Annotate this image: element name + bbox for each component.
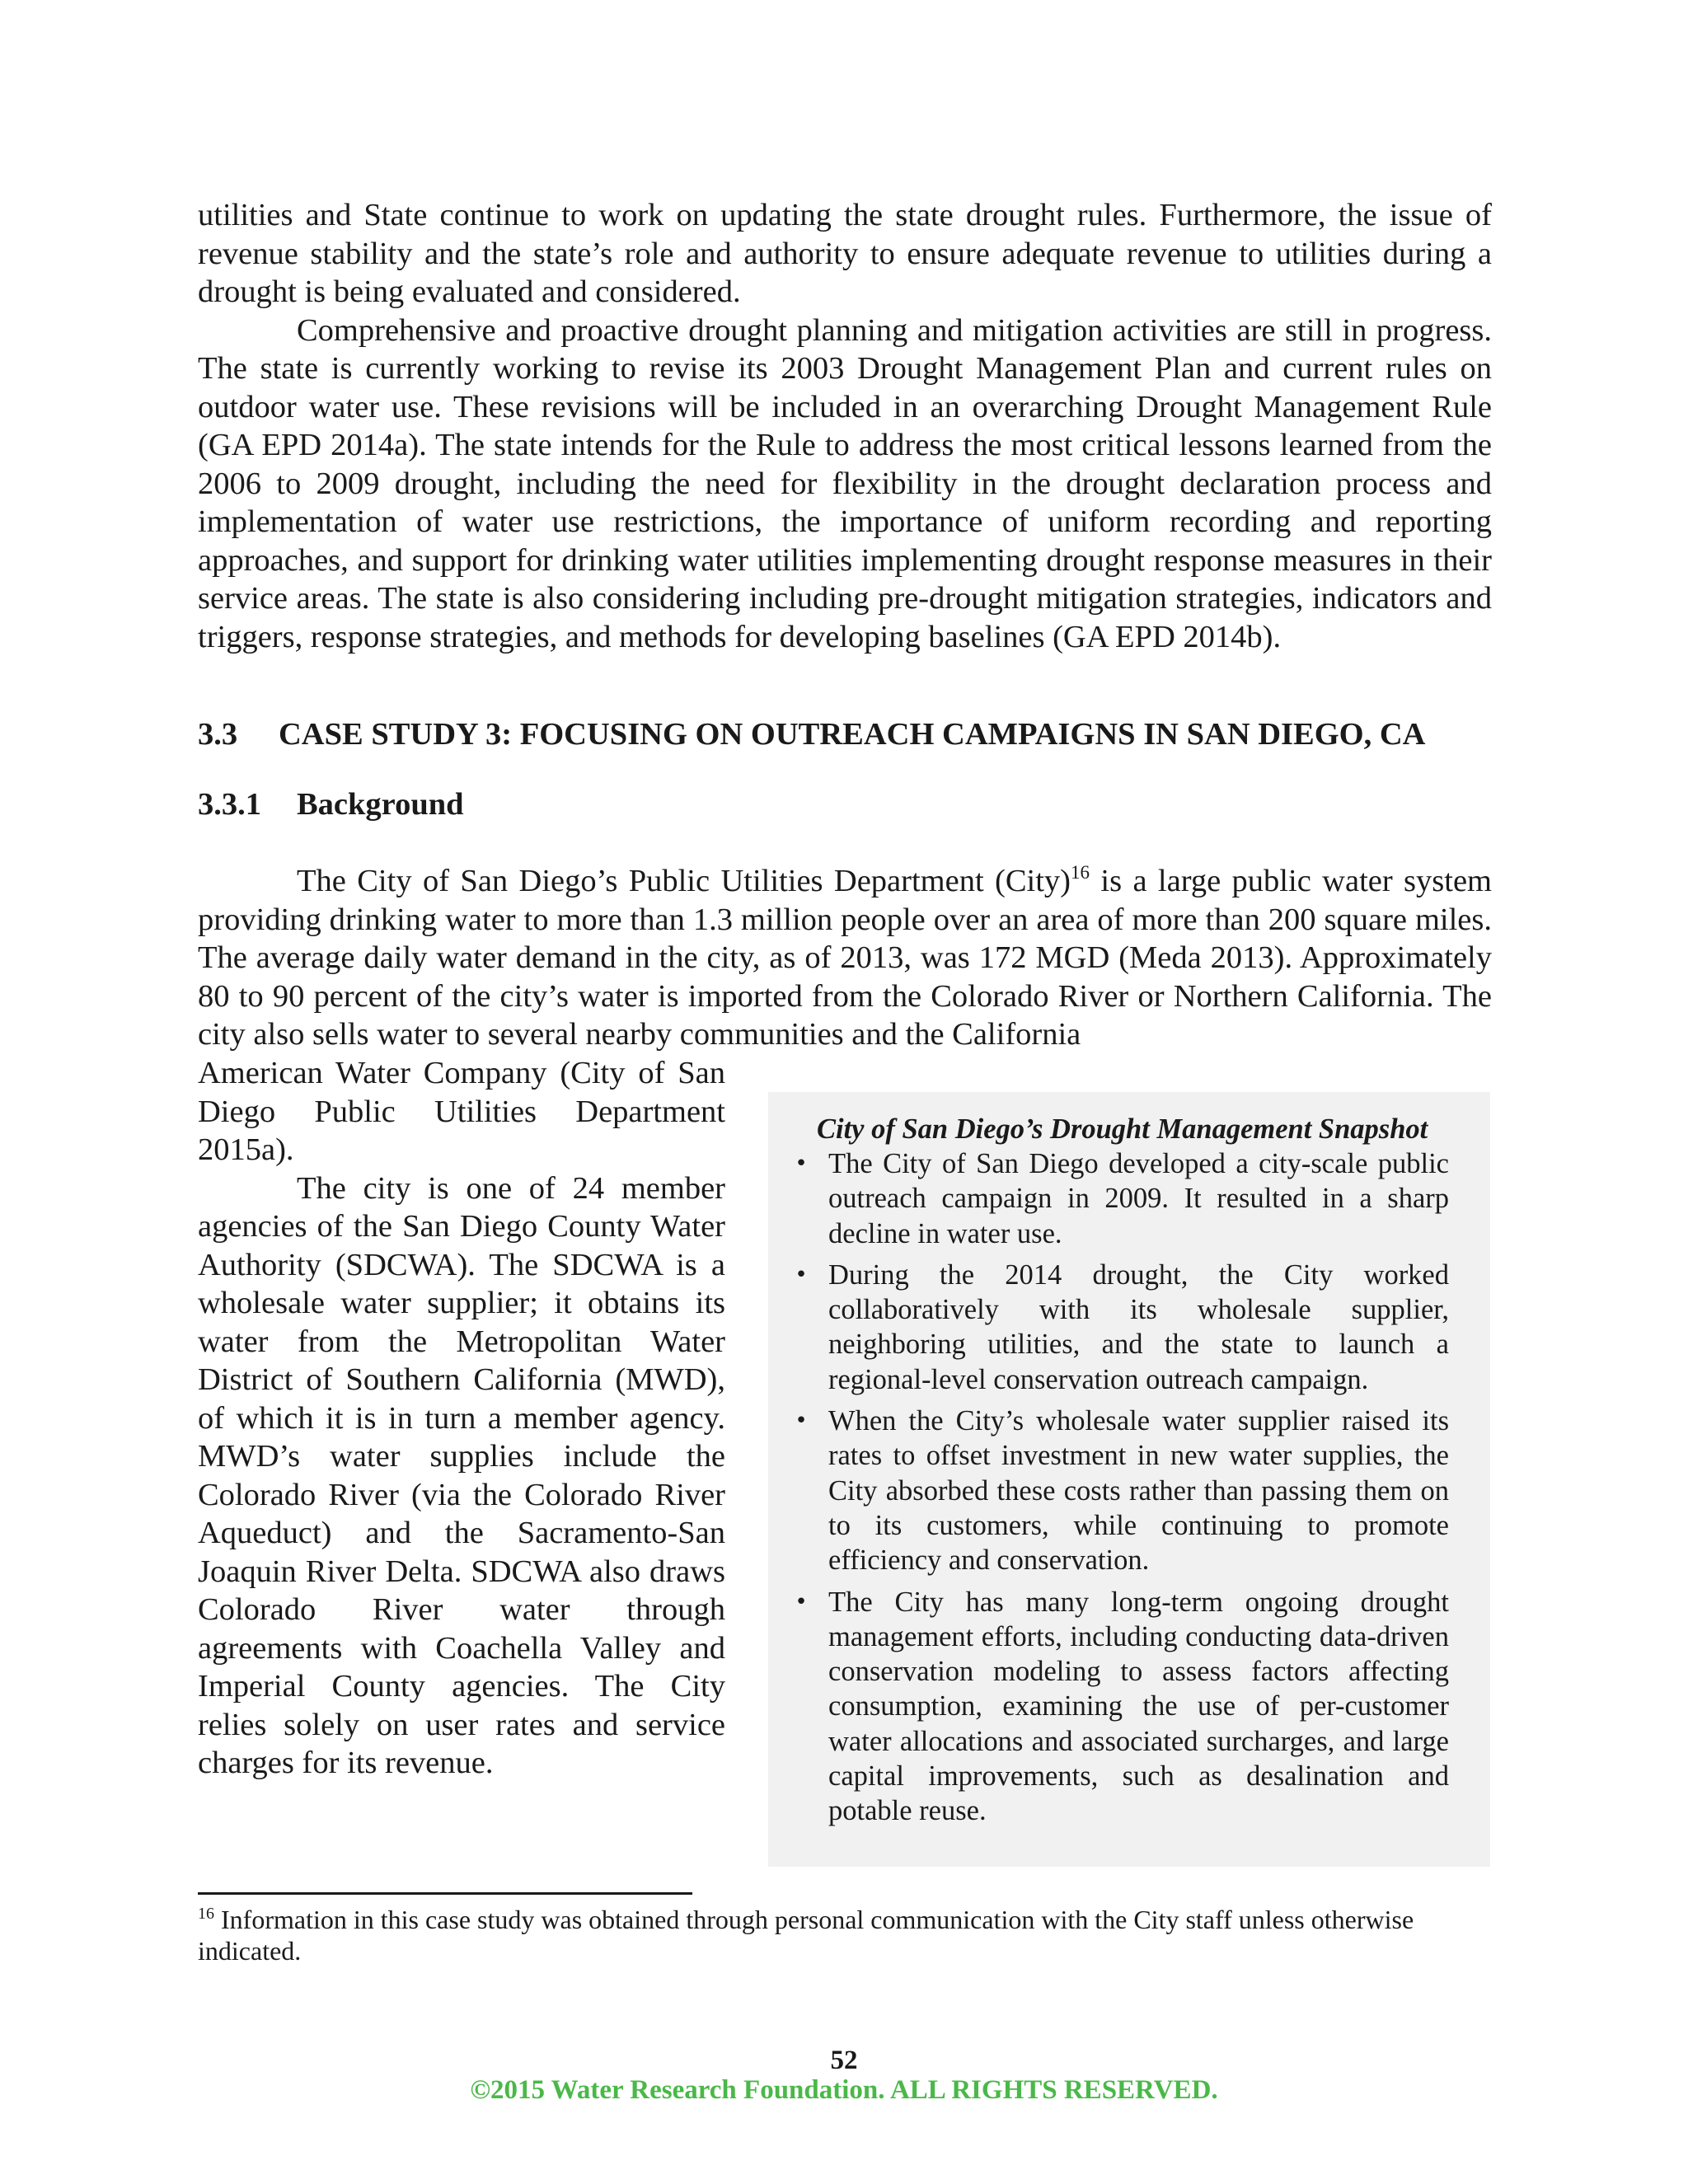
background-paragraph: providing drinking water to more than 1.3 million people over an area of more than 200 square miles. The average daily water demand in the city, as of 2013, was 172 MGD (Meda 2013). Approximately 80 to 90 percent of the city’s water is imported from the Colorado River or Northern California. The city also sells water to several nearby communities and the California <box>198 902 1492 1052</box>
background-intro <box>198 862 1492 1054</box>
drought-snapshot-sidebar <box>768 1092 1490 1867</box>
footnote-marker: 16 <box>198 1905 214 1923</box>
subsection-number: 3.3.1 <box>198 787 261 822</box>
left-column <box>198 1054 725 1783</box>
section-heading <box>198 715 1425 753</box>
page-number: 52 <box>830 2046 858 2075</box>
drought-planning-paragraph: Comprehensive and proactive drought planning and mitigation activities are still in progress. The state is currently working to revise its 2003 Drought Management Plan and current rules on outdoor water use. These revisions will be included in an overarching Drought Management Rule (GA EPD 2014a). The state intends for the Rule to address the most critical lessons learned from the 2006 to 2009 drought, including the need for flexibility in the drought declaration process and implementation of water use restrictions, the importance of uniform recording and reporting approaches, and support for drinking water utilities implementing drought response measures in their service areas. The state is also considering including pre-drought mitigation strategies, indicators and triggers, response strategies, and methods for developing baselines (GA EPD 2014b). <box>198 312 1492 654</box>
bullet-icon: • <box>795 1408 808 1434</box>
list-item-text: The City of San Diego developed a city-scale public outreach campaign in 2009. It resulted in a sharp decline in water use. <box>828 1148 1449 1249</box>
bullet-icon: • <box>795 1151 808 1176</box>
list-item <box>789 1404 1449 1577</box>
sidebar-title: City of San Diego’s Drought Management Snapshot <box>817 1113 1428 1145</box>
footnote <box>198 1904 1492 1966</box>
list-item-text: The City has many long-term ongoing drought management efforts, including conducting data-driven conservation modeling to assess factors affecting consumption, examining the use of per-customer water allocations and associated surcharges, and large capital improvements, such as desalination and potable reuse. <box>828 1586 1449 1827</box>
background-lead-text: The City of San Diego’s Public Utilities Department (City) <box>297 864 1071 898</box>
page-body <box>198 196 1492 656</box>
background-first-line <box>198 862 1492 901</box>
footnote-reference: 16 <box>1071 862 1090 883</box>
bullet-icon: • <box>795 1589 808 1615</box>
subsection-heading <box>198 785 464 823</box>
sdcwa-paragraph: The city is one of 24 member agencies of the San Diego County Water Authority (SDCWA). The SDCWA is a wholesale water supplier; it obtains its water from the Metropolitan Water District of Southern California (MWD), of which it is in turn a member agency. MWD’s water supplies include the Colorado River (via the Colorado River Aqueduct) and the Sacramento-San Joaquin River Delta. SDCWA also draws Colorado River water through agreements with Coachella Valley and Imperial County agencies. The City relies solely on user rates and service charges for its revenue. <box>198 1170 725 1780</box>
footnote-divider <box>198 1892 692 1895</box>
bullet-icon: • <box>795 1262 808 1287</box>
copyright-notice: ©2015 Water Research Foundation. ALL RIGHTS RESERVED. <box>470 2075 1218 2105</box>
section-number: 3.3 <box>198 717 238 752</box>
list-item <box>789 1585 1449 1829</box>
background-lead-continuation: is a large public water system <box>1090 864 1493 898</box>
list-item-text: During the 2014 drought, the City worked collaboratively with its wholesale supplier, neighboring utilities, and the state to launch a regional-level conservation outreach campaign. <box>828 1258 1449 1395</box>
sidebar-list <box>789 1146 1449 1829</box>
list-item <box>789 1146 1449 1251</box>
section-title: CASE STUDY 3: FOCUSING ON OUTREACH CAMPAIGNS IN SAN DIEGO, CA <box>279 717 1426 752</box>
footnote-text: Information in this case study was obtained through personal communication with the City staff unless otherwise indicated. <box>198 1905 1414 1966</box>
continuation-paragraph: utilities and State continue to work on updating the state drought rules. Furthermore, the issue of revenue stability and the state’s role and authority to ensure adequate revenue to utilities during a drought is being evaluated and considered. <box>198 198 1492 309</box>
background-paragraph-continued: American Water Company (City of San Diego Public Utilities Department 2015a). <box>198 1056 725 1167</box>
subsection-title: Background <box>297 787 464 822</box>
list-item <box>789 1258 1449 1397</box>
list-item-text: When the City’s wholesale water supplier raised its rates to offset investment in new water supplies, the City absorbed these costs rather than passing them on to its customers, while continuing to promote efficiency and conservation. <box>828 1405 1449 1577</box>
